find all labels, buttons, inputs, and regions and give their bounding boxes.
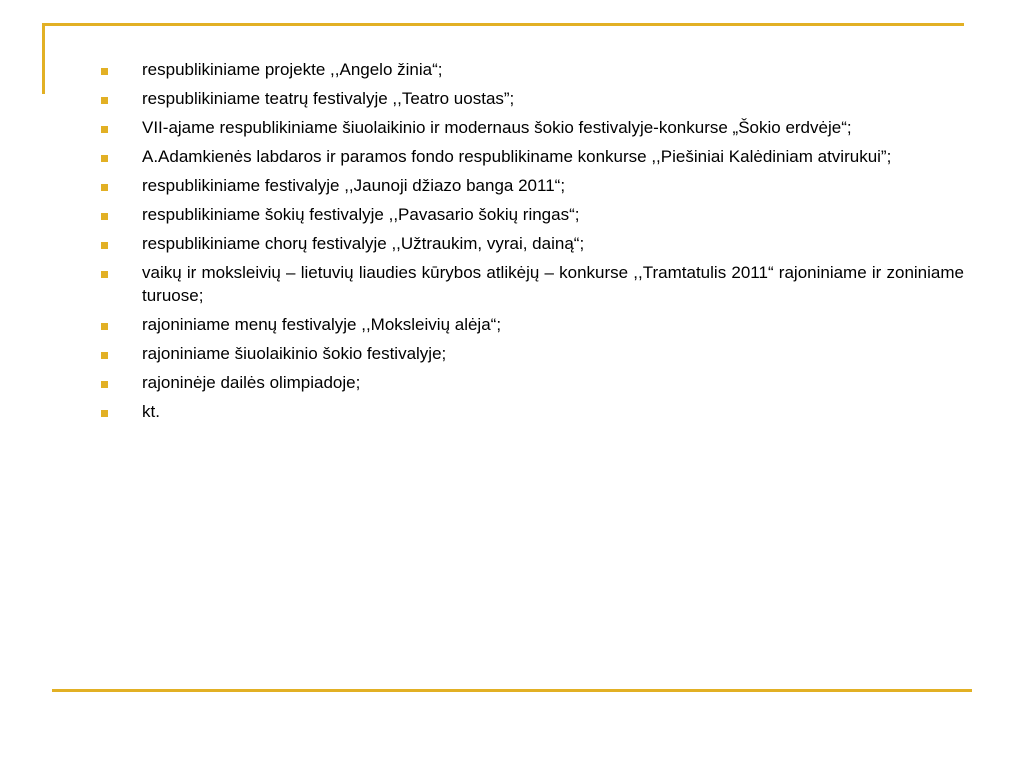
square-bullet-icon	[101, 155, 108, 162]
list-item	[100, 371, 964, 394]
list-item	[100, 261, 964, 307]
square-bullet-icon	[101, 271, 108, 278]
list-item-text: VII-ajame respublikiniame šiuolaikinio ir modernaus šokio festivalyje-konkurse „Šokio erdvėje“;	[142, 118, 852, 137]
square-bullet-icon	[101, 381, 108, 388]
list-item	[100, 203, 964, 226]
slide-content	[100, 58, 964, 429]
list-item	[100, 87, 964, 110]
square-bullet-icon	[101, 184, 108, 191]
square-bullet-icon	[101, 242, 108, 249]
frame-bottom-rule	[52, 689, 972, 692]
list-item-text: vaikų ir moksleivių – lietuvių liaudies kūrybos atlikėjų – konkurse ,,Tramtatulis 2011“ rajoniniame ir zoniniame turuose;	[142, 263, 964, 305]
list-item-text: rajoninėje dailės olimpiadoje;	[142, 373, 361, 392]
list-item	[100, 174, 964, 197]
square-bullet-icon	[101, 410, 108, 417]
list-item-text: kt.	[142, 402, 160, 421]
frame-left-rule	[42, 23, 45, 94]
square-bullet-icon	[101, 126, 108, 133]
square-bullet-icon	[101, 213, 108, 220]
list-item	[100, 400, 964, 423]
list-item-text: rajoniniame šiuolaikinio šokio festivalyje;	[142, 344, 447, 363]
list-item	[100, 58, 964, 81]
list-item-text: respublikiniame šokių festivalyje ,,Pavasario šokių ringas“;	[142, 205, 580, 224]
list-item-text: respublikiniame chorų festivalyje ,,Užtraukim, vyrai, dainą“;	[142, 234, 585, 253]
square-bullet-icon	[101, 323, 108, 330]
square-bullet-icon	[101, 68, 108, 75]
list-item-text: respublikiniame festivalyje ,,Jaunoji džiazo banga 2011“;	[142, 176, 566, 195]
list-item	[100, 313, 964, 336]
list-item	[100, 232, 964, 255]
square-bullet-icon	[101, 97, 108, 104]
list-item	[100, 342, 964, 365]
list-item-text: respublikiniame teatrų festivalyje ,,Teatro uostas”;	[142, 89, 515, 108]
list-item-text: A.Adamkienės labdaros ir paramos fondo respublikiname konkurse ,,Piešiniai Kalėdiniam atvirukui”;	[142, 147, 892, 166]
frame-top-rule	[42, 23, 964, 26]
list-item	[100, 145, 964, 168]
list-item-text: respublikiniame projekte ,,Angelo žinia“;	[142, 60, 443, 79]
square-bullet-icon	[101, 352, 108, 359]
list-item-text: rajoniniame menų festivalyje ,,Moksleivių alėja“;	[142, 315, 502, 334]
list-item	[100, 116, 964, 139]
bullet-list	[100, 58, 964, 423]
